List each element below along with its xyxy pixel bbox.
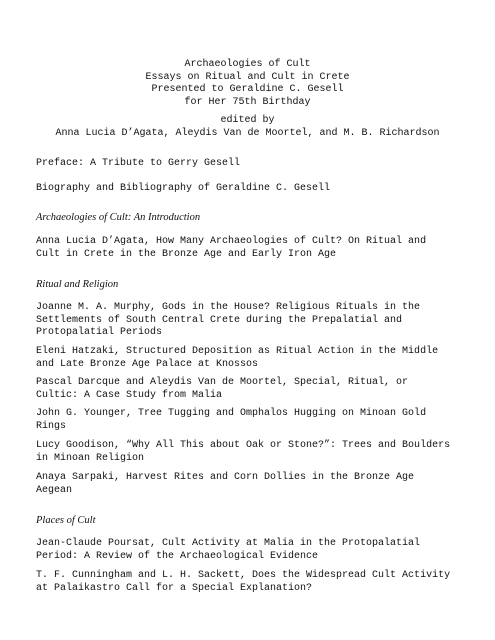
book-subtitle: Essays on Ritual and Cult in Crete [145, 71, 350, 83]
book-title-block [0, 59, 495, 109]
toc-entry: John G. Younger, Tree Tugging and Omphalos Hugging on Minoan Gold Rings [36, 408, 427, 432]
biography-entry: Biography and Bibliography of Geraldine C. Gesell [36, 183, 331, 194]
section-heading-introduction: Archaeologies of Cult: An Introduction [36, 212, 201, 223]
editor-names: Anna Lucia D’Agata, Aleydis Van de Moortel, and M. B. Richardson [55, 127, 440, 139]
book-occasion: for Her 75th Birthday [184, 96, 311, 108]
book-title: Archaeologies of Cult [184, 59, 311, 70]
preface-entry: Preface: A Tribute to Gerry Gesell [36, 158, 241, 169]
toc-entry: T. F. Cunningham and L. H. Sackett, Does the Widespread Cult Activity at Palaikastro Call for a Special Explanation? [36, 570, 451, 594]
editors-block [0, 115, 495, 140]
toc-entry: Anna Lucia D’Agata, How Many Archaeologies of Cult? On Ritual and Cult in Crete in the Bronze Age and Early Iron Age [36, 236, 427, 260]
toc-entry: Pascal Darcque and Aleydis Van de Moortel, Special, Ritual, or Cultic: A Case Study from Malia [36, 377, 409, 401]
section-heading-places-of-cult: Places of Cult [36, 515, 96, 526]
edited-by-label: edited by [220, 115, 275, 126]
toc-entry: Joanne M. A. Murphy, Gods in the House? Religious Rituals in the Settlements of South Central Crete during the Prepalatial and Protopalatial Periods [36, 302, 421, 338]
toc-entry: Lucy Goodison, “Why All This about Oak or Stone?”: Trees and Boulders in Minoan Religion [36, 440, 451, 464]
toc-entry: Eleni Hatzaki, Structured Deposition as Ritual Action in the Middle and Late Bronze Age Palace at Knossos [36, 346, 439, 370]
book-dedication: Presented to Geraldine C. Gesell [151, 84, 344, 95]
toc-entry: Anaya Sarpaki, Harvest Rites and Corn Dollies in the Bronze Age Aegean [36, 472, 415, 496]
toc-entry: Jean-Claude Poursat, Cult Activity at Malia in the Protopalatial Period: A Review of the Archaeological Evidence [36, 538, 421, 562]
section-heading-ritual-and-religion: Ritual and Religion [36, 279, 119, 290]
